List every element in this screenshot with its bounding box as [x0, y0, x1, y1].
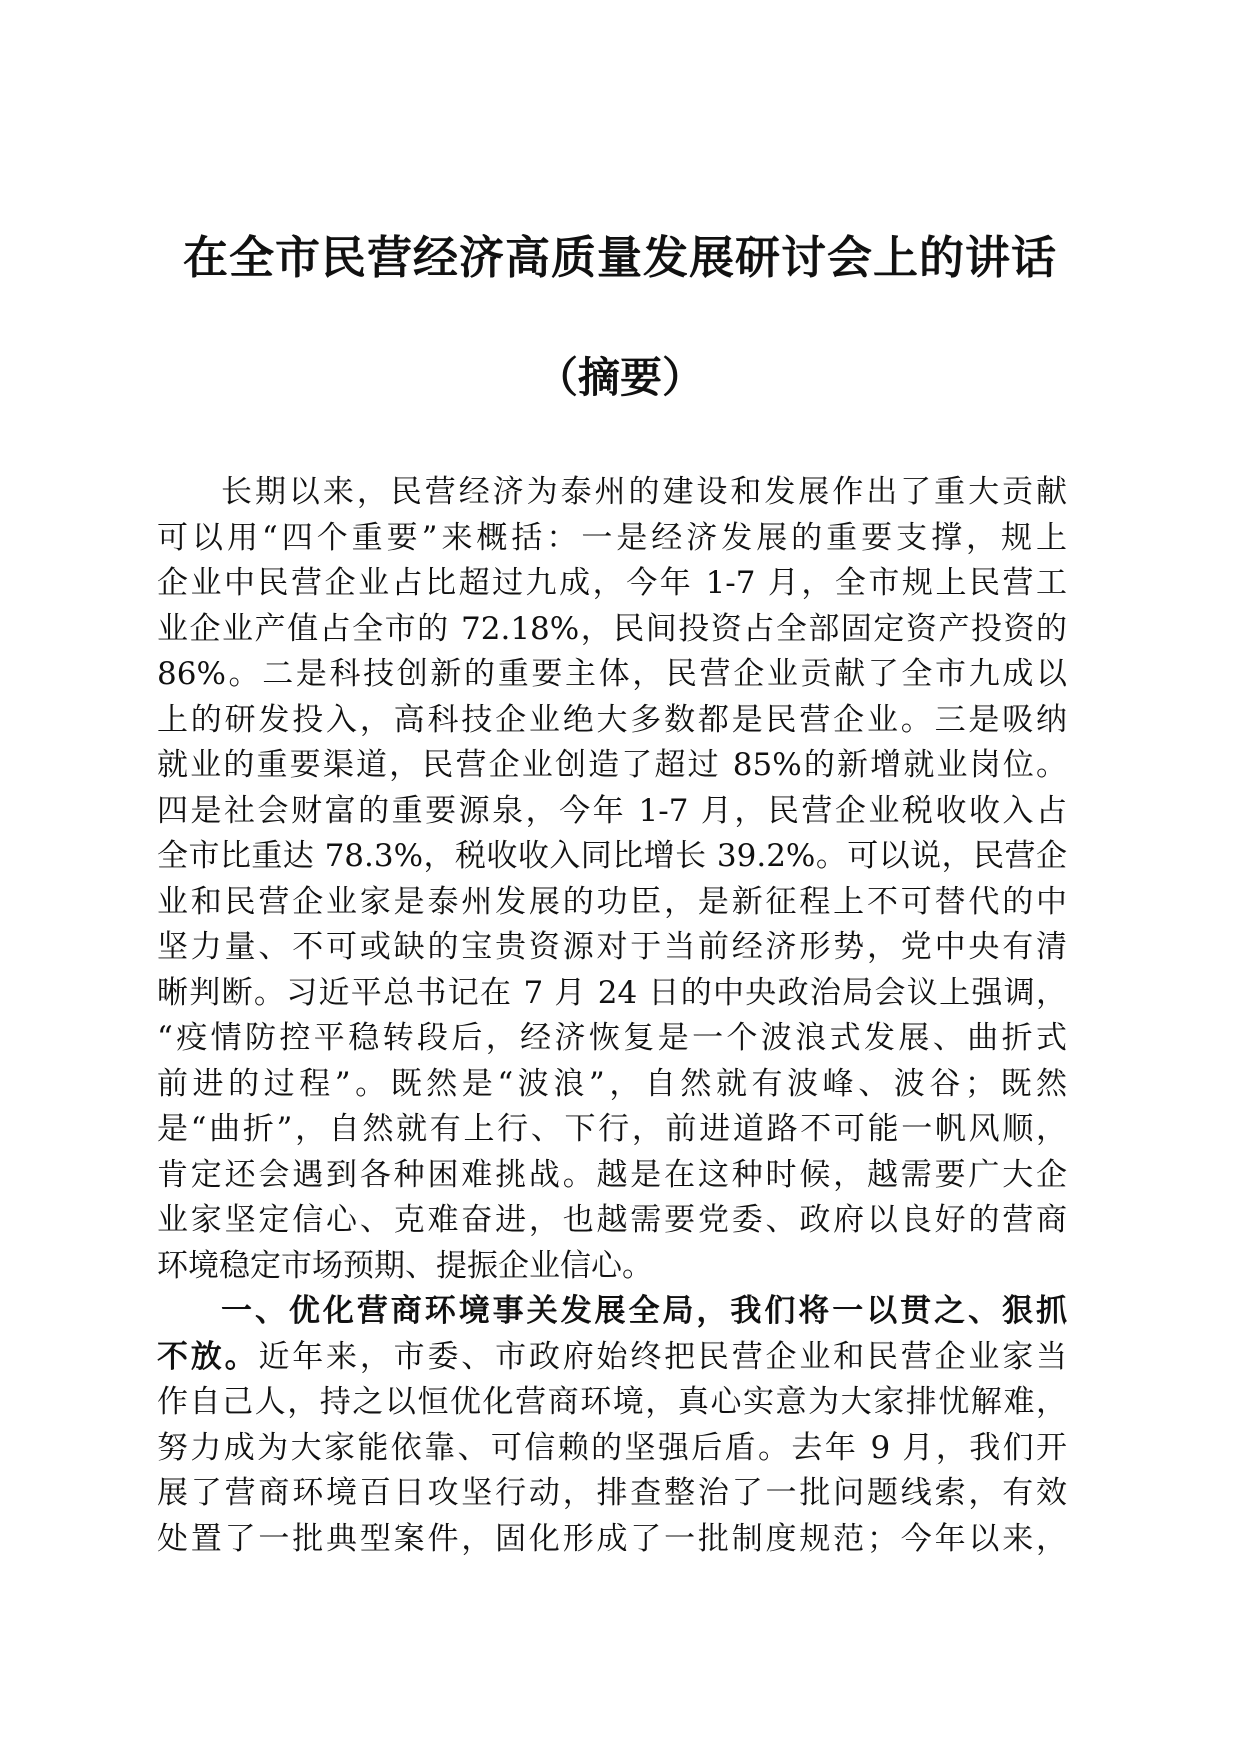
paragraph-line: 全市比重达 78.3%，税收收入同比增长 39.2%。可以说，民营企 — [157, 838, 1067, 874]
paragraph-line: 就业的重要渠道，民营企业创造了超过 85%的新增就业岗位。 — [157, 747, 1067, 783]
paragraph-line: 业家坚定信心、克难奋进，也越需要党委、政府以良好的营商 — [157, 1202, 1067, 1238]
paragraph-line: 肯定还会遇到各种困难挑战。越是在这种时候，越需要广大企 — [157, 1156, 1067, 1193]
section-heading-continuation — [157, 1335, 1067, 1381]
paragraph-line: 努力成为大家能依靠、可信赖的坚强后盾。去年 9 月，我们开 — [157, 1429, 1067, 1466]
document-subtitle: （摘要） — [535, 353, 704, 402]
paragraph-line: 展了营商环境百日攻坚行动，排查整治了一批问题线索，有效 — [157, 1475, 1067, 1511]
paragraph-line: 前进的过程”。既然是“波浪”，自然就有波峰、波谷；既然 — [157, 1065, 1067, 1102]
paragraph-line: 作自己人，持之以恒优化营商环境，真心实意为大家排忧解难， — [157, 1384, 1067, 1420]
paragraph-line: 可以用“四个重要”来概括：一是经济发展的重要支撑，规上 — [157, 519, 1067, 556]
document-title: 在全市民营经济高质量发展研讨会上的讲话 — [182, 231, 1057, 284]
section-heading: 一、优化营商环境事关发展全局，我们将一以贯之、狠抓 — [221, 1293, 1067, 1329]
paragraph-line: 坚力量、不可或缺的宝贵资源对于当前经济形势，党中央有清 — [157, 929, 1067, 965]
paragraph-line: 晰判断。习近平总书记在 7 月 24 日的中央政治局会议上强调， — [157, 974, 1067, 1011]
paragraph-line: 86%。二是科技创新的重要主体，民营企业贡献了全市九成以 — [157, 656, 1067, 692]
paragraph-line: 是“曲折”，自然就有上行、下行，前进道路不可能一帆风顺， — [157, 1111, 1067, 1147]
paragraph-line: 上的研发投入，高科技企业绝大多数都是民营企业。三是吸纳 — [157, 701, 1067, 738]
paragraph-line: 环境稳定市场预期、提振企业信心。 — [157, 1247, 653, 1284]
section-text: 近年来，市委、市政府始终把民营企业和民营企业家当 — [258, 1338, 1068, 1375]
paragraph-line: 处置了一批典型案件，固化形成了一批制度规范；今年以来， — [157, 1520, 1067, 1557]
section-heading-end: 不放。 — [157, 1338, 259, 1375]
paragraph-line: 业和民营企业家是泰州发展的功臣，是新征程上不可替代的中 — [157, 883, 1067, 920]
paragraph-line: “疫情防控平稳转段后，经济恢复是一个波浪式发展、曲折式 — [157, 1020, 1067, 1056]
paragraph-line: 长期以来，民营经济为泰州的建设和发展作出了重大贡献 — [221, 474, 1067, 510]
document-body — [157, 470, 1067, 1562]
paragraph-line: 企业中民营企业占比超过九成，今年 1-7 月，全市规上民营工 — [157, 565, 1067, 601]
paragraph-line: 四是社会财富的重要源泉，今年 1-7 月，民营企业税收收入占 — [157, 792, 1067, 829]
paragraph-line: 业企业产值占全市的 72.18%，民间投资占全部固定资产投资的 — [157, 610, 1067, 647]
